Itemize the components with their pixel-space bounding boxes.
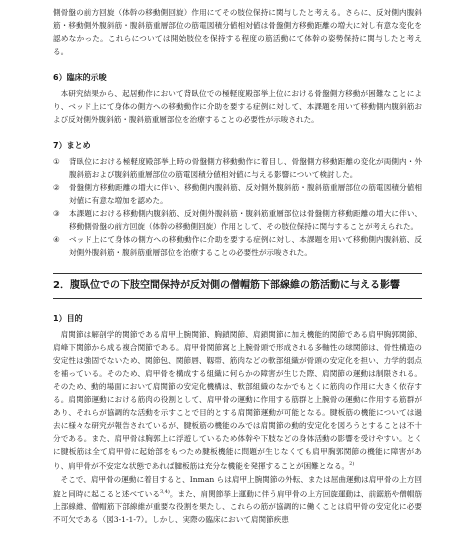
clinical-paragraph: 本研究結果から、起居動作において背臥位での極軽度殿部挙上位における骨盤側方移動が困難なことにより、ベッド上にて身体の側方への移動動作に介助を要する症例に対して、本課題を用いて移動側内腹斜筋および反対側外腹斜筋・腹斜筋重層部位を治療することの必要性が示唆された。	[53, 89, 422, 124]
citation-ref: 3,4)	[159, 488, 170, 495]
summary-item-text: 本課題における移動側内腹斜筋、反対側外腹斜筋・腹斜筋重層部位は骨盤側方移動距離の増大に伴い、移動側骨盤の前方回旋（体幹の移動側回旋）作用として、その肢位保持に関与することが考えられた。	[69, 209, 422, 231]
purpose-paragraph-2-cont: 。また、肩関節挙上運動に伴う肩甲骨の上方回旋運動は、前鋸筋や僧帽筋上部線維、僧帽筋下部線維が重要な役割を果たし、これらの筋が協調的に働くことは肩甲骨の安定化に必要不可欠である（図3-1-1-7）。しかし、実際の臨床において肩関節疾患	[53, 489, 423, 525]
purpose-heading: 1）目的	[53, 314, 83, 323]
purpose-paragraph-2	[53, 473, 422, 527]
summary-item-number: ①	[53, 157, 60, 166]
citation-ref: 2)	[349, 461, 355, 467]
summary-item	[53, 207, 422, 233]
summary-item-number: ②	[53, 183, 60, 192]
summary-item-text: 背臥位における極軽度殿部挙上時の骨盤側方移動動作に着目し、骨盤側方移動距離の変化が両側内・外腹斜筋および腹斜筋重層部位の筋電図積分値相対値に与える影響について検討した。	[69, 157, 422, 179]
summary-item-text: ベッド上にて身体の側方への移動動作に介助を要する症例に対し、本課題を用いて移動側内腹斜筋、反対側外腹斜筋・腹斜筋重層部位を治療することの必要性が示唆された。	[69, 235, 422, 257]
summary-heading: 7）まとめ	[53, 141, 91, 150]
summary-item-number: ④	[53, 235, 60, 244]
summary-item-text: 骨盤側方移動距離の増大に伴い、移動側内腹斜筋、反対側外腹斜筋・腹斜筋重層部位の筋電図積分値相対値に有意な増加を認めた。	[69, 183, 422, 205]
purpose-paragraph-1-text: 肩関節は解剖学的関節である肩甲上腕関節、胸鎖関節、肩鎖関節に加え機能的関節である肩甲胸郭関節、肩峰下関節から成る複合関節である。肩甲骨関節窩と上腕骨頭で形成される多軸性の球関節は、骨性構造の安定性は強固でないため、関節包、関節唇、靱帯、筋肉などの軟部組織が骨頭の安定化を担い、力学的弱点を補っている。そのため、肩甲骨を構成する組織に何らかの障害が生じた際、肩関節の運動は制限される。そのため、動的場面において肩関節の安定化機構は、軟部組織のなかでもとくに筋肉の作用に大きく依存する。肩関節運動における筋肉の役割として、肩甲骨の運動に作用する筋群と上腕骨の運動に作用する筋群があり、それらが協調的な活動を示すことで目的とする肩関節運動が可能となる。腱板筋の機能については過去に様々な研究が報告されているが、腱板筋の機能のみでは肩関節の動的安定化を図ろうとすることは不十分である。また、肩甲骨は胸郭上に浮遊しているため体幹や下肢などの身体活動の影響を受けやすい。とくに腱板筋は全て肩甲骨に起始部をもつため腱板機能に問題が生じなくても肩甲胸郭関節の機能に障害があり、肩甲骨が不安定な状態であれば腱板筋は充分な機能を発揮することが困難となる。	[53, 330, 422, 471]
summary-item-number: ③	[53, 209, 60, 218]
purpose-paragraph-2-text: そこで、肩甲骨の運動に着目すると、Inman らは肩甲上腕関節の外転、または屈曲運動は肩甲骨の上方回旋と同時に起こると述べている	[53, 474, 422, 499]
summary-item	[53, 181, 422, 207]
intro-paragraph: 側骨盤の前方回旋（体幹の移動側回旋）作用にてその肢位保持に関与したと考える。さらに、反対側内腹斜筋・移動側外腹斜筋・腹斜筋重層部位の筋電図積分値相対値は骨盤側方移動距離の増大に対し有意な変化を認めなかった。これらについては開始肢位を保持する程度の筋活動にて体幹の姿勢保持に関与したと考える。	[53, 8, 422, 56]
summary-item	[53, 233, 422, 259]
summary-item	[53, 155, 422, 181]
clinical-heading: 6）臨床的示唆	[53, 73, 107, 82]
summary-list	[53, 155, 422, 259]
purpose-paragraph-1	[53, 328, 422, 473]
section-title: 2．腹臥位での下肢空間保持が反対側の僧帽筋下部線維の筋活動に与える影響	[53, 273, 422, 299]
